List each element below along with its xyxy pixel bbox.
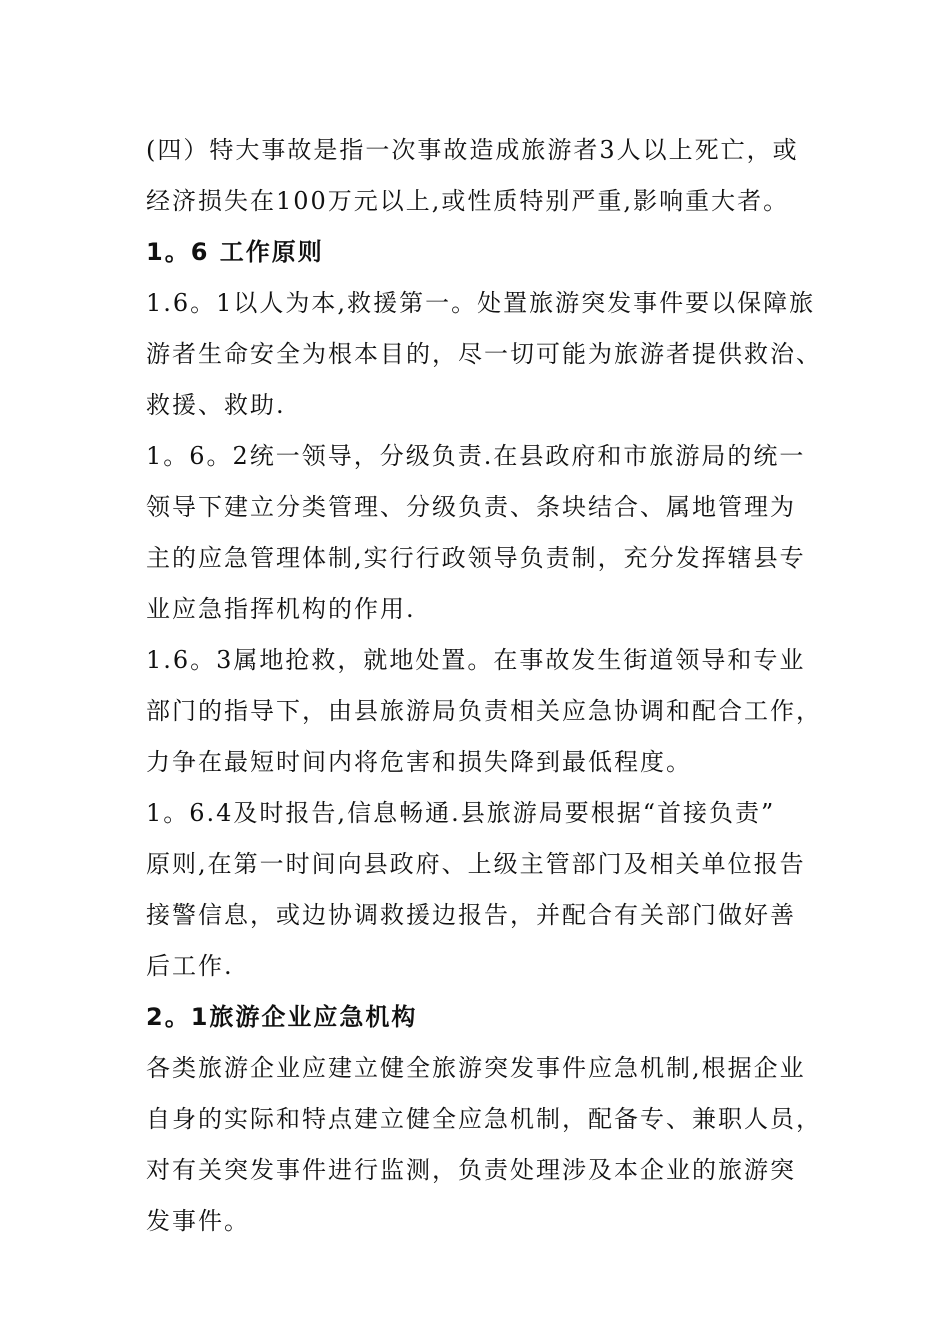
paragraph-line: 主的应急管理体制,实行行政领导负责制，充分发挥辖县专 bbox=[146, 544, 806, 572]
paragraph-line: 力争在最短时间内将危害和损失降到最低程度。 bbox=[146, 748, 692, 776]
document-body bbox=[146, 128, 822, 1250]
paragraph-line: 1.6。1以人为本,救援第一。处置旅游突发事件要以保障旅 bbox=[146, 289, 816, 317]
paragraph-line: 各类旅游企业应建立健全旅游突发事件应急机制,根据企业 bbox=[146, 1054, 806, 1082]
paragraph-line: 救援、救助. bbox=[146, 391, 286, 419]
paragraph-line: 业应急指挥机构的作用. bbox=[146, 595, 416, 623]
paragraph-line: 1。6。2统一领导，分级负责.在县政府和市旅游局的统一 bbox=[146, 442, 806, 470]
paragraph-line: 1。6.4及时报告,信息畅通.县旅游局要根据“首接负责” bbox=[146, 799, 776, 827]
section-heading: 2。1旅游企业应急机构 bbox=[146, 1003, 418, 1031]
paragraph-line: 发事件。 bbox=[146, 1207, 250, 1235]
paragraph-line: 接警信息，或边协调救援边报告，并配合有关部门做好善 bbox=[146, 901, 796, 929]
paragraph-line: 经济损失在100万元以上,或性质特别严重,影响重大者。 bbox=[146, 187, 790, 215]
paragraph-line: 游者生命安全为根本目的，尽一切可能为旅游者提供救治、 bbox=[146, 340, 822, 368]
paragraph-line: 1.6。3属地抢救，就地处置。在事故发生街道领导和专业 bbox=[146, 646, 806, 674]
paragraph-line: 领导下建立分类管理、分级负责、条块结合、属地管理为 bbox=[146, 493, 796, 521]
paragraph-line: 部门的指导下，由县旅游局负责相关应急协调和配合工作， bbox=[146, 697, 822, 725]
paragraph-line: 原则,在第一时间向县政府、上级主管部门及相关单位报告 bbox=[146, 850, 806, 878]
paragraph-line: (四）特大事故是指一次事故造成旅游者3人以上死亡，或 bbox=[146, 136, 799, 164]
paragraph-line: 自身的实际和特点建立健全应急机制，配备专、兼职人员， bbox=[146, 1105, 822, 1133]
paragraph-line: 对有关突发事件进行监测，负责处理涉及本企业的旅游突 bbox=[146, 1156, 796, 1184]
section-heading: 1。6 工作原则 bbox=[146, 238, 324, 266]
paragraph-line: 后工作. bbox=[146, 952, 234, 980]
